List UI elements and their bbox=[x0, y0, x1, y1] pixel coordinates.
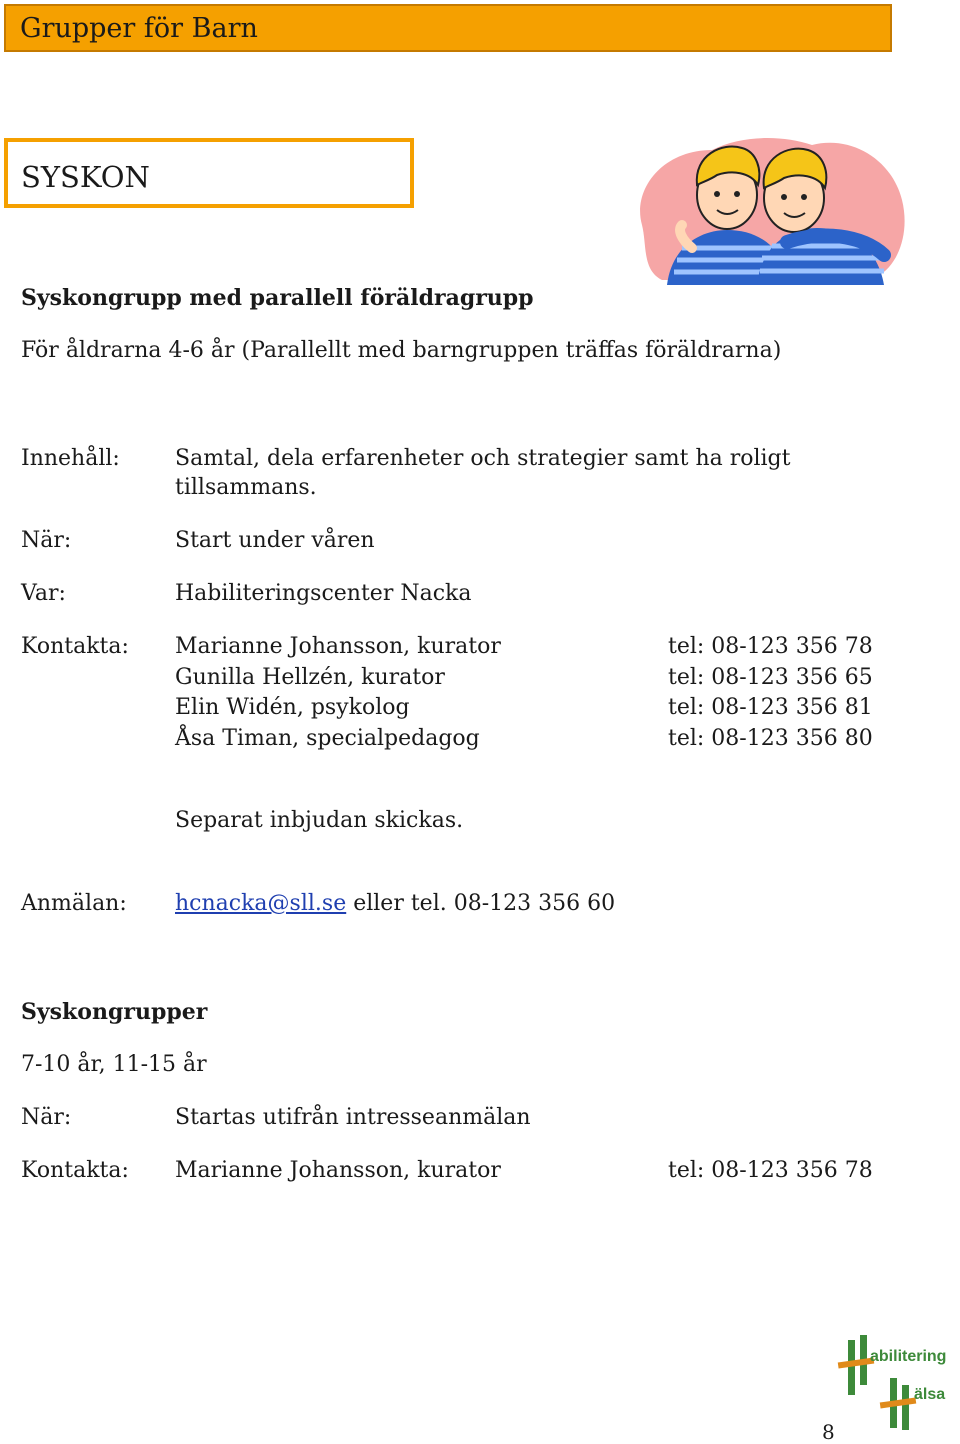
contact-name: Gunilla Hellzén, kurator bbox=[175, 665, 445, 690]
section-title: SYSKON bbox=[21, 160, 150, 194]
innehall-line2: tillsammans. bbox=[175, 475, 317, 500]
kontakta-label: Kontakta: bbox=[21, 634, 129, 659]
contact-name: Elin Widén, psykolog bbox=[175, 695, 410, 720]
separate-invite: Separat inbjudan skickas. bbox=[175, 808, 464, 833]
innehall-line1: Samtal, dela erfarenheter och strategier samt ha roligt bbox=[175, 446, 791, 471]
group1-heading: Syskongrupp med parallell föräldragrupp bbox=[21, 285, 534, 311]
var-value: Habiliteringscenter Nacka bbox=[175, 581, 472, 606]
contact-tel: tel: 08-123 356 65 bbox=[668, 665, 873, 690]
page-number: 8 bbox=[822, 1420, 835, 1444]
email-link[interactable]: hcnacka@sll.se bbox=[175, 891, 347, 916]
group2-nar-label: När: bbox=[21, 1105, 72, 1130]
two-boys-illustration-icon bbox=[622, 130, 912, 285]
contact-tel: tel: 08-123 356 81 bbox=[668, 695, 873, 720]
group2-nar-value: Startas utifrån intresseanmälan bbox=[175, 1105, 531, 1130]
logo-line2: älsa bbox=[914, 1386, 946, 1403]
innehall-label: Innehåll: bbox=[21, 446, 120, 471]
group2-heading: Syskongrupper bbox=[21, 999, 208, 1025]
habilitering-halsa-logo-icon bbox=[830, 1330, 955, 1430]
anmalan-label: Anmälan: bbox=[21, 891, 127, 916]
contact-tel: tel: 08-123 356 78 bbox=[668, 634, 873, 659]
var-label: Var: bbox=[21, 581, 66, 606]
logo-line1: abilitering bbox=[870, 1348, 947, 1365]
contact-tel: tel: 08-123 356 80 bbox=[668, 726, 873, 751]
group2-contact-name: Marianne Johansson, kurator bbox=[175, 1158, 501, 1183]
nar-label: När: bbox=[21, 528, 72, 553]
group1-subtitle: För åldrarna 4-6 år (Parallellt med barngruppen träffas föräldrarna) bbox=[21, 338, 782, 363]
group2-kontakta-label: Kontakta: bbox=[21, 1158, 129, 1183]
contact-name: Marianne Johansson, kurator bbox=[175, 634, 501, 659]
group2-contact-tel: tel: 08-123 356 78 bbox=[668, 1158, 873, 1183]
contact-name: Åsa Timan, specialpedagog bbox=[175, 726, 480, 751]
anmalan-value bbox=[175, 891, 615, 916]
anmalan-phone: eller tel. 08-123 356 60 bbox=[346, 891, 616, 916]
page-title: Grupper för Barn bbox=[20, 13, 258, 44]
group2-ages: 7-10 år, 11-15 år bbox=[21, 1052, 207, 1077]
nar-value: Start under våren bbox=[175, 528, 375, 553]
